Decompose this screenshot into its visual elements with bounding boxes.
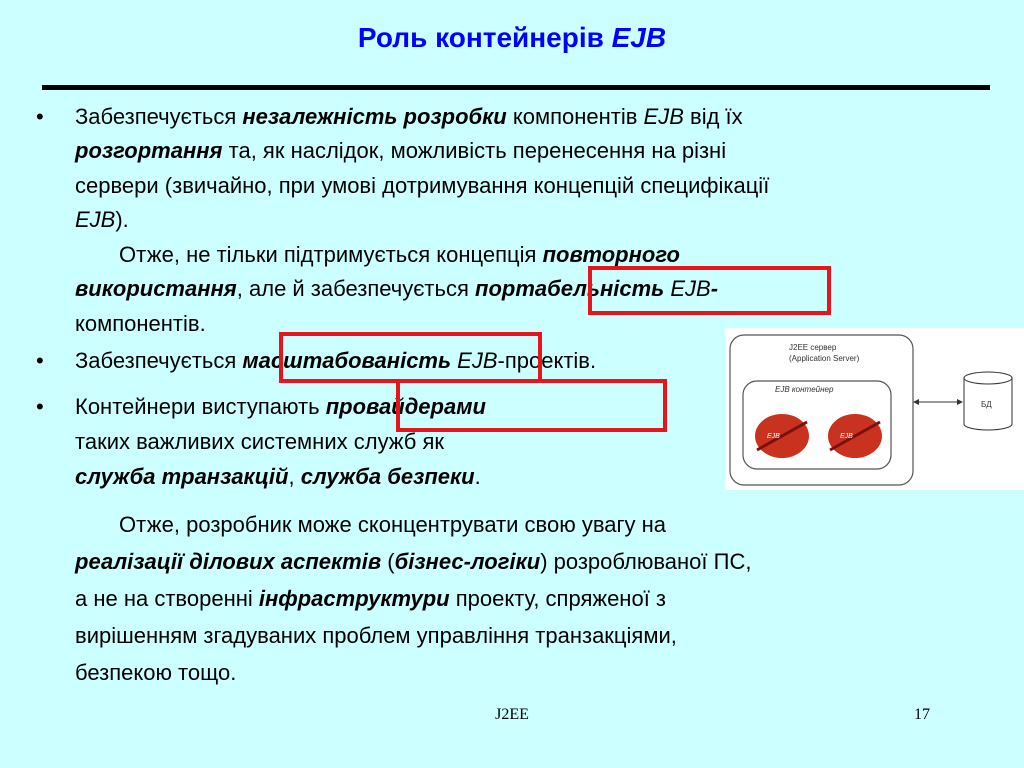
bullet-1-line-4: EJB). bbox=[75, 207, 129, 232]
bullet-1-line-5: Отже, не тільки підтримується концепція повторного bbox=[119, 242, 680, 267]
bullet-3-line-1: Контейнери виступають провайдерами bbox=[75, 394, 486, 419]
bullet-1-line-6: використання, але й забезпечується портабельність EJB- bbox=[75, 276, 719, 301]
title-main: Роль контейнерів bbox=[357, 22, 604, 53]
server-label-1: J2EE сервер bbox=[789, 343, 837, 352]
title-divider bbox=[42, 85, 990, 90]
para-line-3: а не на створенні інфраструктури проекту, спряженої з bbox=[75, 586, 667, 611]
highlight-providers bbox=[396, 379, 667, 432]
para-line-2: реалізації ділових аспектів (бізнес-логіки) розроблюваної ПС, bbox=[75, 549, 752, 574]
bullet-2-marker: • bbox=[36, 348, 44, 373]
ejb-bean-1 bbox=[755, 414, 809, 458]
para-line-1: Отже, розробник може сконцентрувати свою увагу на bbox=[119, 512, 667, 537]
bullet-3-line-3: служба транзакцій, служба безпеки. bbox=[75, 464, 481, 489]
bullet-3-line-2: таких важливих системних служб як bbox=[75, 429, 445, 454]
page-number: 17 bbox=[914, 706, 930, 723]
connection-arrow bbox=[913, 399, 963, 405]
ejb-bean-2-label: EJB bbox=[840, 433, 853, 440]
server-label-2: (Application Server) bbox=[789, 354, 860, 363]
bullet-1-line-2: розгортання та, як наслідок, можливість перенесення на різні bbox=[75, 138, 727, 163]
para-line-5: безпекою тощо. bbox=[75, 660, 237, 685]
database-icon bbox=[964, 372, 1012, 430]
ejb-bean-1-label: EJB bbox=[767, 433, 780, 440]
db-label: БД bbox=[981, 400, 992, 409]
bullet-2-line-1: Забезпечується масштабованість EJB-проектів. bbox=[75, 348, 597, 373]
para-line-4: вирішенням згадуваних проблем управління транзакціями, bbox=[75, 623, 677, 648]
bullet-3-marker: • bbox=[36, 394, 44, 419]
bullet-1-line-1: Забезпечується незалежність розробки компонентів EJB від їх bbox=[75, 104, 743, 129]
architecture-diagram bbox=[725, 328, 1024, 490]
bullet-1-marker: • bbox=[36, 104, 44, 129]
bullet-1-line-3: сервери (звичайно, при умові дотримування концепцій специфікації bbox=[75, 173, 770, 198]
title-acronym: EJB bbox=[611, 22, 667, 53]
container-label: EJB контейнер bbox=[775, 385, 834, 394]
ejb-bean-2 bbox=[828, 414, 882, 458]
bullet-1-line-7: компонентів. bbox=[75, 311, 206, 336]
highlight-portability bbox=[588, 266, 831, 315]
slide-title bbox=[0, 22, 1024, 54]
highlight-scalability bbox=[279, 332, 542, 383]
footer-title: J2EE bbox=[495, 706, 529, 723]
